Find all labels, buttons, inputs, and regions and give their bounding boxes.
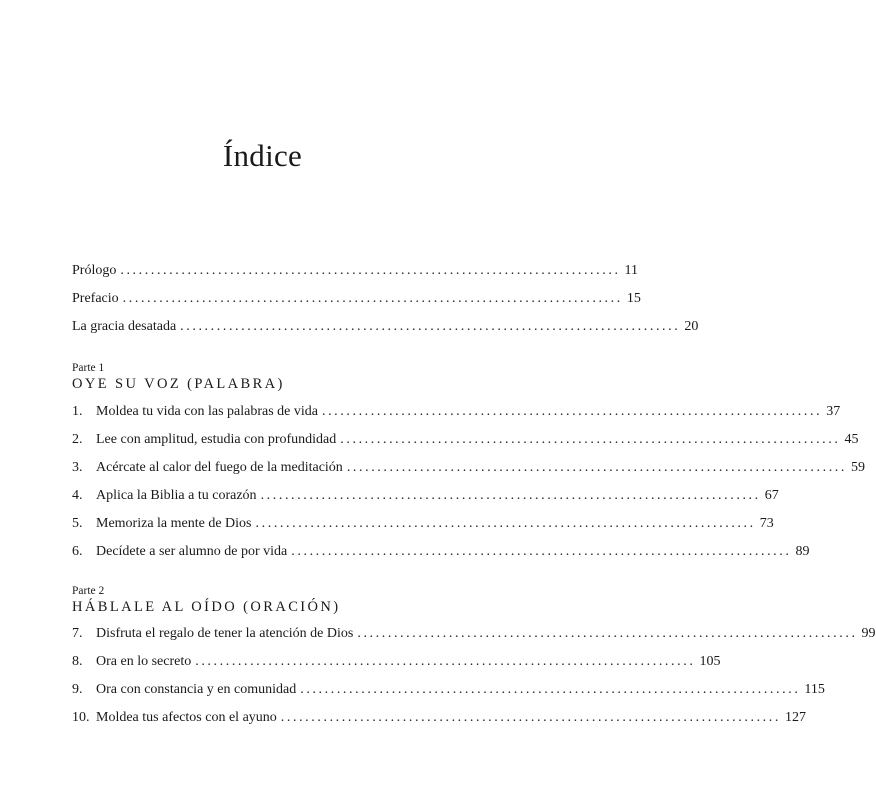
toc-entry-label: Moldea tu vida con las palabras de vida — [96, 404, 318, 419]
chapter-number: 8. — [72, 654, 83, 669]
toc-entry-chapter-5[interactable] — [72, 516, 774, 536]
toc-entry-page: 11 — [624, 263, 639, 278]
toc-entry-prologo[interactable] — [72, 263, 639, 283]
toc-entry-label: La gracia desatada — [72, 319, 177, 334]
chapter-number: 5. — [72, 516, 83, 531]
leader-dots: .................................................................................. — [195, 654, 696, 669]
toc-entry-page: 73 — [759, 516, 774, 531]
toc-entry-chapter-1[interactable] — [72, 404, 841, 424]
leader-dots: .................................................................................. — [122, 291, 623, 306]
toc-entry-label: Ora en lo secreto — [96, 654, 192, 669]
chapter-number: 1. — [72, 404, 83, 419]
leader-dots: .................................................................................. — [340, 432, 841, 447]
chapter-number: 7. — [72, 626, 83, 641]
chapter-number: 2. — [72, 432, 83, 447]
toc-entry-label: Prólogo — [72, 263, 117, 278]
leader-dots: .................................................................................. — [346, 460, 848, 475]
toc-entry-label: Prefacio — [72, 291, 119, 306]
chapter-number: 9. — [72, 682, 83, 697]
toc-entry-page: 20 — [684, 319, 699, 334]
toc-entry-page: 115 — [804, 682, 825, 697]
chapter-number: 4. — [72, 488, 83, 503]
toc-entry-label: Aplica la Biblia a tu corazón — [96, 488, 257, 503]
leader-dots: .................................................................................. — [357, 626, 858, 641]
leader-dots: .................................................................................. — [180, 319, 681, 334]
toc-entry-chapter-9[interactable] — [72, 682, 825, 702]
leader-dots: .................................................................................. — [291, 544, 792, 559]
toc-entry-label: Lee con amplitud, estudia con profundidad — [96, 432, 337, 447]
toc-entry-chapter-8[interactable] — [72, 654, 721, 674]
leader-dots: .................................................................................. — [260, 488, 761, 503]
leader-dots: .................................................................................. — [255, 516, 756, 531]
toc-entry-prefacio[interactable] — [72, 291, 641, 311]
toc-entry-page: 89 — [795, 544, 810, 559]
toc-entry-page: 37 — [826, 404, 841, 419]
toc-entry-label: Decídete a ser alumno de por vida — [96, 544, 288, 559]
toc-entry-page: 127 — [784, 710, 806, 725]
part-label: Parte 2 — [72, 585, 105, 597]
toc-entry-chapter-10[interactable] — [72, 710, 806, 730]
toc-entry-label: Disfruta el regalo de tener la atención de Dios — [96, 626, 354, 641]
chapter-number: 6. — [72, 544, 83, 559]
toc-entry-label: Acércate al calor del fuego de la meditación — [96, 460, 343, 475]
toc-entry-page: 99 — [861, 626, 876, 641]
part-title: OYE SU VOZ (PALABRA) — [72, 376, 285, 392]
leader-dots: .................................................................................. — [120, 263, 621, 278]
toc-entry-page: 67 — [764, 488, 779, 503]
toc-entry-label: Moldea tus afectos con el ayuno — [96, 710, 277, 725]
chapter-number: 3. — [72, 460, 83, 475]
toc-entry-label: Memoriza la mente de Dios — [96, 516, 252, 531]
leader-dots: .................................................................................. — [321, 404, 823, 419]
toc-entry-chapter-2[interactable] — [72, 432, 859, 452]
toc-entry-page: 105 — [699, 654, 721, 669]
part-title: HÁBLALE AL OÍDO (ORACIÓN) — [72, 599, 341, 615]
toc-entry-page: 59 — [851, 460, 866, 475]
chapter-number: 10. — [72, 710, 90, 725]
part-label: Parte 1 — [72, 362, 105, 374]
toc-entry-gracia-desatada[interactable] — [72, 319, 699, 339]
leader-dots: .................................................................................. — [280, 710, 781, 725]
toc-entry-chapter-4[interactable] — [72, 488, 779, 508]
toc-entry-chapter-7[interactable] — [72, 626, 876, 646]
page-title: Índice — [222, 138, 303, 173]
toc-entry-page: 45 — [844, 432, 859, 447]
leader-dots: .................................................................................. — [300, 682, 801, 697]
toc-entry-label: Ora con constancia y en comunidad — [96, 682, 297, 697]
toc-entry-chapter-3[interactable] — [72, 460, 866, 480]
toc-entry-chapter-6[interactable] — [72, 544, 810, 564]
toc-entry-page: 15 — [626, 291, 641, 306]
